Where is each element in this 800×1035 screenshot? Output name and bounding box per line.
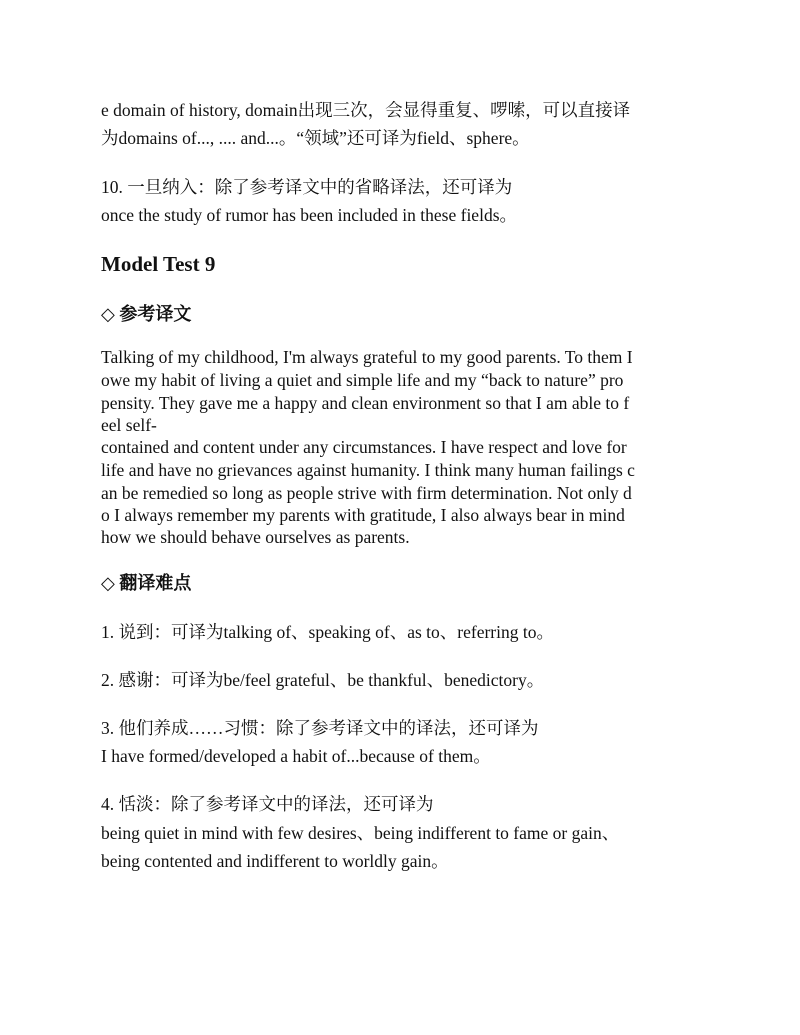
item-10-title: 10. 一旦纳入：除了参考译文中的省略译法，还可译为 [101, 177, 513, 197]
difficulty-item-4-title: 4. 恬淡：除了参考译文中的译法，还可译为 [101, 794, 434, 814]
difficulty-item-4-line-2: being contented and indifferent to worldly gain。 [101, 851, 449, 871]
reference-line: life and have no grievances against humanity. I think many human failings c [101, 460, 635, 480]
difficulty-item-2: 2. 感谢：可译为be/feel grateful、be thankful、benedictory。 [101, 670, 545, 690]
reference-line: owe my habit of living a quiet and simple life and my “back to nature” pro [101, 370, 624, 390]
difficulty-item-3-line: I have formed/developed a habit of...because of them。 [101, 746, 491, 766]
difficulties-heading: ◇ 翻译难点 [101, 573, 192, 593]
reference-line: how we should behave ourselves as parents. [101, 527, 410, 547]
reference-line: o I always remember my parents with gratitude, I also always bear in mind [101, 505, 625, 525]
intro-line-1: e domain of history, domain出现三次，会显得重复、啰嗦，可以直接译 [101, 100, 631, 120]
difficulty-item-3-title: 3. 他们养成……习惯：除了参考译文中的译法，还可译为 [101, 718, 539, 738]
reference-heading: ◇ 参考译文 [101, 304, 192, 324]
reference-line: pensity. They gave me a happy and clean environment so that I am able to f [101, 393, 630, 413]
difficulty-item-4-line-1: being quiet in mind with few desires、being indifferent to fame or gain、 [101, 823, 620, 843]
difficulty-item-1: 1. 说到：可译为talking of、speaking of、as to、referring to。 [101, 622, 554, 642]
reference-line: eel self- [101, 415, 157, 435]
reference-line: contained and content under any circumstances. I have respect and love for [101, 437, 627, 457]
item-10-line: once the study of rumor has been included in these fields。 [101, 205, 518, 225]
reference-line: Talking of my childhood, I'm always grateful to my good parents. To them I [101, 347, 633, 367]
reference-line: an be remedied so long as people strive with firm determination. Not only d [101, 483, 632, 503]
model-test-title: Model Test 9 [101, 252, 216, 276]
intro-line-2: 为domains of..., .... and...。“领域”还可译为field、sphere。 [101, 128, 530, 148]
